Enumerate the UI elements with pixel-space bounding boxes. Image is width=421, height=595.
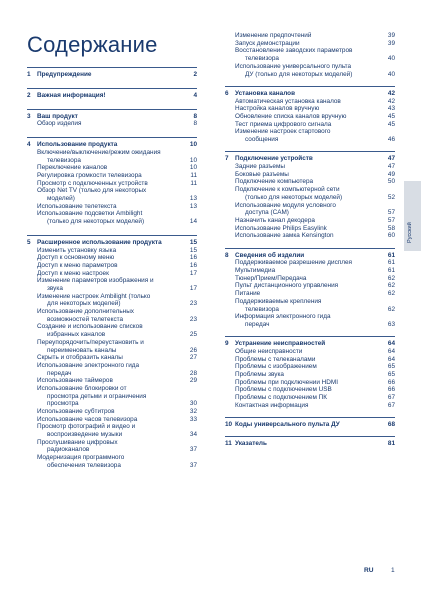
toc-entry-text: Просмотр с подключенных устройств xyxy=(37,179,148,187)
section-number: 11 xyxy=(225,440,232,448)
toc-entry-text: Питание xyxy=(235,290,261,298)
toc-page-number: 10 xyxy=(189,156,197,164)
toc-page-number: 64 xyxy=(387,355,395,363)
toc-entry-text: Важная информация! xyxy=(37,91,106,99)
toc-entry-text: Использование подсветки Ambilight xyxy=(37,210,143,218)
toc-page-number: 42 xyxy=(387,89,395,97)
section-number: 8 xyxy=(225,251,229,259)
section-rule xyxy=(225,417,395,418)
toc-entry-text: Проблемы с телеканалами xyxy=(235,355,316,363)
toc-entry-text: Настройка каналов вручную xyxy=(235,105,320,113)
section-number: 7 xyxy=(225,155,229,163)
toc-page-number: 65 xyxy=(387,371,395,378)
toc-entry-text: Использование замка Kensington xyxy=(235,232,334,240)
toc-page-number: 61 xyxy=(387,251,395,259)
toc-page-number: 50 xyxy=(387,178,395,186)
toc-page-number: 47 xyxy=(387,155,395,163)
toc-entry-text: передач xyxy=(245,320,270,328)
toc-entry-text: Использование универсального пульта xyxy=(235,62,352,70)
section-rule xyxy=(27,88,197,89)
section-rule xyxy=(225,151,395,152)
toc-entry-text: избранных каналов xyxy=(47,331,106,339)
toc-entry-text: моделей) xyxy=(47,195,75,203)
toc-entry-text: Создание и использование списков xyxy=(37,323,143,331)
toc-entry-text: Использование электронного гида xyxy=(37,361,140,369)
toc-page-number: 39 xyxy=(387,39,395,47)
toc-entry-text: телевизора xyxy=(47,156,81,164)
toc-entry-text: Регулировка громкости телевизора xyxy=(37,172,142,180)
toc-entry-text: Доступ к меню настроек xyxy=(37,269,109,277)
toc-entry-text: Назначить канал декодера xyxy=(235,216,315,224)
toc-entry-text: Прослушивание цифровых xyxy=(37,438,118,446)
section-number: 9 xyxy=(225,340,229,348)
toc-entry-text: Проблемы с подключением USB xyxy=(235,386,332,394)
toc-entry-text: Восстановление заводских параметров xyxy=(235,47,353,55)
toc-entry-text: Подключение компьютера xyxy=(235,178,314,186)
toc-page-number: 37 xyxy=(189,461,197,469)
toc-entry-text: Использование Philips Easylink xyxy=(235,224,327,232)
toc-page-number: 43 xyxy=(387,105,395,113)
toc-entry-text: доступа (CAM) xyxy=(245,209,289,217)
section-rule xyxy=(225,336,395,337)
toc-page-number: 46 xyxy=(387,136,395,143)
toc-page-number: 81 xyxy=(387,440,395,448)
toc-entry-text: Проблемы с изображением xyxy=(235,363,317,371)
section-rule xyxy=(27,137,197,138)
toc-page-number: 15 xyxy=(189,246,197,254)
toc-entry-text: звука xyxy=(47,285,63,293)
toc-entry-text: Информация электронного гида xyxy=(235,313,331,321)
toc-entry-text: Изменить установку языка xyxy=(37,246,117,254)
toc-entry-text: Обзор Net TV (только для некоторых xyxy=(37,187,147,195)
toc-page-number: 62 xyxy=(387,290,395,298)
toc-page-number: 62 xyxy=(387,274,395,282)
toc-entry-text: Автоматическая установка каналов xyxy=(235,97,341,105)
toc-entry-text: Изменение параметров изображения и xyxy=(37,277,154,285)
toc-entry-text: Скрыть и отобразить каналы xyxy=(37,354,123,362)
toc-entry-text: Пульт дистанционного управления xyxy=(235,282,339,290)
toc-entry-text: Боковые разъемы xyxy=(235,170,289,178)
toc-entry-text: Предупреждение xyxy=(37,71,92,78)
toc-page-number: 62 xyxy=(387,305,395,313)
toc-entry-text: сообщения xyxy=(245,136,279,143)
toc-page-number: 49 xyxy=(387,170,395,178)
toc-entry-text: Коды универсального пульта ДУ xyxy=(235,421,340,429)
toc-entry-text: Просмотр фотографий и видео и xyxy=(37,423,136,431)
toc-entry-text: Проблемы с подключением ПК xyxy=(235,394,327,402)
toc-entry-text: Указатель xyxy=(235,440,267,448)
toc-entry-text: просмотра детьми и ограничения xyxy=(47,392,147,400)
toc-page-number: 57 xyxy=(387,209,395,217)
footer-page-number: 1 xyxy=(391,567,395,574)
toc-page-number: 4 xyxy=(193,91,197,99)
toc-page-number: 52 xyxy=(387,193,395,201)
toc-entry-text: возможностей телетекста xyxy=(47,315,124,323)
toc-entry-text: телевизора xyxy=(245,305,279,313)
toc-page-number: 16 xyxy=(189,254,197,262)
toc-entry-text: Сведения об изделии xyxy=(235,251,305,259)
toc-entry-text: переименовать каналы xyxy=(47,346,117,354)
toc-entry-text: Поддерживаемое разрешение дисплея xyxy=(235,259,353,267)
toc-page-number: 23 xyxy=(189,315,197,323)
toc-page-number: 58 xyxy=(387,224,395,232)
toc-entry-text: Использование дополнительных xyxy=(37,308,134,316)
toc-entry-text: воспроизведение музыки xyxy=(47,431,123,438)
toc-entry-text: Установка каналов xyxy=(235,89,296,97)
toc-entry-text: Обзор изделия xyxy=(37,120,82,128)
toc-page-number: 26 xyxy=(189,346,197,354)
section-number: 2 xyxy=(27,91,31,99)
toc-page-number: 62 xyxy=(387,282,395,290)
toc-entry-text: Изменение предпочтений xyxy=(235,32,312,39)
toc-page-number: 13 xyxy=(189,202,197,210)
section-rule xyxy=(27,109,197,110)
toc-page-number: 17 xyxy=(189,285,197,293)
section-number: 10 xyxy=(225,421,233,429)
toc-entry-text: Использование продукта xyxy=(37,141,118,149)
toc-entry-text: Использование блокировки от xyxy=(37,384,127,392)
toc-page-number: 39 xyxy=(387,32,395,39)
language-side-tab-label: Русский xyxy=(407,222,413,243)
toc-page-number: 37 xyxy=(189,446,197,454)
section-rule xyxy=(27,67,197,68)
toc-entry-text: Проблемы при подключении HDMI xyxy=(235,378,338,386)
toc-entry-text: (только для некоторых моделей) xyxy=(47,218,145,226)
section-number: 1 xyxy=(27,71,31,78)
toc-entry-text: Устранение неисправностей xyxy=(235,340,326,348)
section-number: 5 xyxy=(27,239,31,246)
section-rule xyxy=(225,86,395,87)
section-number: 6 xyxy=(225,89,229,97)
toc-page-number: 40 xyxy=(387,70,395,78)
toc-entry-text: Контактная информация xyxy=(235,401,309,409)
toc-entry-text: Поддерживаемые крепления xyxy=(235,297,322,305)
toc-entry-text: Запуск демонстрации xyxy=(235,39,300,47)
section-rule xyxy=(225,436,395,437)
toc-entry-text: для некоторых моделей) xyxy=(47,300,121,308)
toc-page-number: 45 xyxy=(387,120,395,128)
toc-page-number: 42 xyxy=(387,97,395,105)
toc-entry-text: Использование модуля условного xyxy=(235,201,336,209)
toc-page-number: 11 xyxy=(190,172,197,180)
toc-entry-text: Подключение устройств xyxy=(235,155,313,163)
toc-page-number: 8 xyxy=(193,120,197,128)
toc-entry-text: Ваш продукт xyxy=(37,112,78,120)
toc-page-number: 29 xyxy=(189,377,197,385)
toc-page-number: 66 xyxy=(387,386,395,394)
toc-page-number: 14 xyxy=(189,218,197,226)
toc-entry-text: Переключение каналов xyxy=(37,164,108,172)
toc-entry-text: Использование часов телевизора xyxy=(37,415,138,423)
toc-page-number: 60 xyxy=(387,232,395,240)
toc-entry-text: Использование субтитров xyxy=(37,407,115,415)
toc-page-number: 2 xyxy=(193,71,197,78)
toc-page-number: 67 xyxy=(387,401,395,409)
toc-page-number: 47 xyxy=(387,163,395,170)
toc-page-number: 61 xyxy=(387,259,395,267)
toc-entry-text: Мультимедиа xyxy=(235,267,276,274)
section-rule xyxy=(27,235,197,236)
toc-entry-text: Обновление списка каналов вручную xyxy=(235,112,347,120)
toc-page-number: 64 xyxy=(387,340,395,348)
toc-page-number: 63 xyxy=(387,320,395,328)
toc-entry-text: Использование телетекста xyxy=(37,202,117,210)
toc-entry-text: телевизора xyxy=(245,55,279,63)
toc-entry-text: Общие неисправности xyxy=(235,347,303,355)
toc-page-number: 34 xyxy=(189,431,197,438)
toc-entry-text: Тест приема цифрового сигнала xyxy=(235,120,332,128)
footer-language: RU xyxy=(364,567,374,574)
toc-page-number: 61 xyxy=(387,267,395,274)
toc-page-number: 57 xyxy=(387,216,395,224)
toc-page-number: 68 xyxy=(387,421,395,429)
toc-entry-text: Доступ к меню параметров xyxy=(37,262,118,270)
toc-entry-text: Задние разъемы xyxy=(235,163,285,170)
toc-page-number: 23 xyxy=(189,300,197,308)
toc-page-number: 8 xyxy=(193,112,197,120)
toc-page-number: 32 xyxy=(189,407,197,415)
toc-page-number: 17 xyxy=(189,269,197,277)
toc-entry-text: Использование таймеров xyxy=(37,377,113,385)
toc-entry-text: радиоканалов xyxy=(47,446,90,454)
toc-entry-text: Тюнер/Прием/Передача xyxy=(235,274,307,282)
toc-page-number: 40 xyxy=(387,55,395,63)
toc-page-number: 64 xyxy=(387,347,395,355)
toc-page-number: 16 xyxy=(189,262,197,270)
toc-page-number: 45 xyxy=(387,112,395,120)
toc-page-number: 13 xyxy=(189,195,197,203)
toc-entry-text: Изменение настроек Ambilight (только xyxy=(37,292,151,300)
toc-entry-text: Переупорядочить/переустановить и xyxy=(37,338,144,346)
toc-entry-text: Модернизация программного xyxy=(37,454,125,462)
section-rule xyxy=(225,248,395,249)
toc-page-number: 15 xyxy=(189,239,197,246)
toc-entry-text: Подключение к компьютерной сети xyxy=(235,186,340,194)
toc-page-number: 11 xyxy=(190,179,197,187)
page-title: Содержание xyxy=(27,32,158,57)
toc-page-number: 10 xyxy=(189,141,197,149)
toc-entry-text: Проблемы звука xyxy=(235,371,284,378)
toc-page-number: 27 xyxy=(189,354,197,362)
toc-page-number: 33 xyxy=(189,415,197,423)
toc-page-number: 66 xyxy=(387,378,395,386)
section-number: 4 xyxy=(27,141,31,149)
toc-entry-text: Изменение настроек стартового xyxy=(235,128,331,136)
toc-page-number: 65 xyxy=(387,363,395,371)
toc-entry-text: обеспечения телевизора xyxy=(47,461,121,469)
toc-page-number: 10 xyxy=(189,164,197,172)
toc-entry-text: просмотра xyxy=(47,400,79,408)
toc-entry-text: передач xyxy=(47,369,72,377)
toc-page-number: 28 xyxy=(189,369,197,377)
toc-entry-text: ДУ (только для некоторых моделей) xyxy=(245,70,353,78)
toc-entry-text: Расширенное использование продукта xyxy=(37,239,162,246)
section-number: 3 xyxy=(27,112,31,120)
toc-page-number: 30 xyxy=(189,400,197,408)
toc-entry-text: Доступ к основному меню xyxy=(37,254,115,262)
toc-page-number: 67 xyxy=(387,394,395,402)
toc-page-number: 25 xyxy=(189,331,197,339)
toc-entry-text: Включение/выключение/режим ожидания xyxy=(37,149,161,156)
toc-entry-text: (только для некоторых моделей) xyxy=(245,193,343,201)
language-side-tab xyxy=(404,181,421,251)
